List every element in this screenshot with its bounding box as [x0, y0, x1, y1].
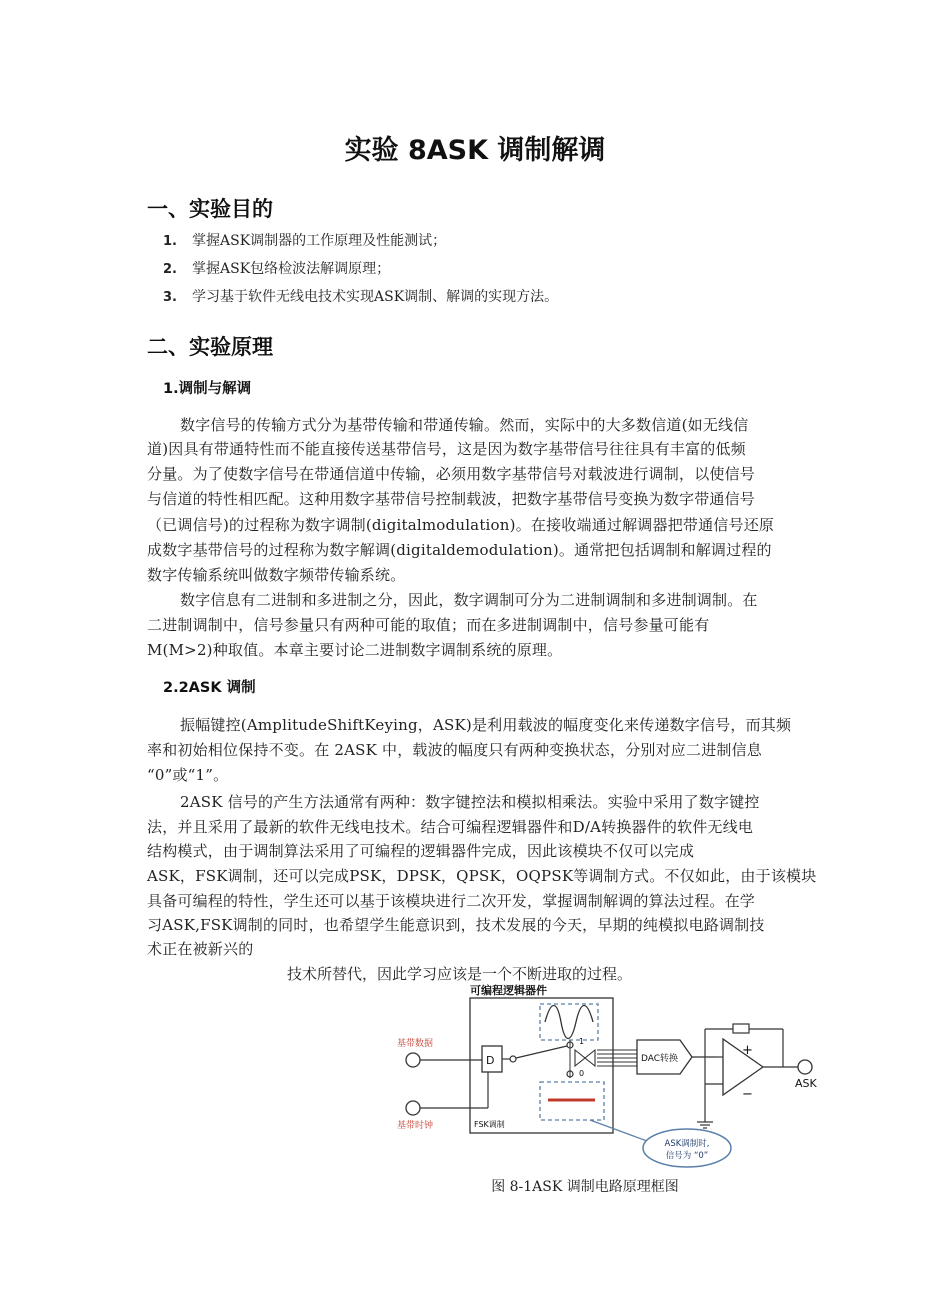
baseband-data-terminal: [406, 1053, 420, 1067]
logic-device-label: 可编程逻辑器件: [470, 984, 547, 997]
list-item: [163, 230, 446, 250]
paragraph-line: 技术所替代，因此学习应该是一个不断进取的过程。: [287, 965, 633, 983]
carrier-sine-wave: [545, 1006, 593, 1039]
list-number: 2.: [163, 262, 177, 277]
list-number: 3.: [163, 290, 177, 305]
paragraph-line: 结构模式，由于调制算法采用了可编程的逻辑器件完成，因此该模块不仅可以完成: [147, 842, 695, 860]
paragraph-line: “0”或“1”。: [147, 766, 229, 784]
list-text: 掌握ASK包络检波法解调原理；: [192, 261, 391, 277]
callout-line: [590, 1120, 647, 1141]
paragraph-line: 振幅键控(AmplitudeShiftKeying，ASK)是利用载波的幅度变化来传递数字信号，而其频: [180, 716, 792, 734]
ask-output-label: ASK: [795, 1077, 817, 1090]
list-text: 学习基于软件无线电技术实现ASK调制、解调的实现方法。: [192, 289, 559, 305]
list-item: [163, 286, 558, 306]
op-amp-plus: +: [742, 1043, 753, 1058]
callout-text-line2: 信号为 “0”: [665, 1151, 709, 1161]
switch-arm: [516, 1046, 567, 1058]
fsk-label: FSK调制: [474, 1120, 505, 1129]
baseband-clock-terminal: [406, 1101, 420, 1115]
section-heading-objectives: 一、实验目的: [147, 197, 273, 221]
section-heading-principles: 二、实验原理: [147, 335, 273, 359]
baseband-clock-label: 基带时钟: [397, 1121, 434, 1131]
ask-output-terminal: [798, 1060, 812, 1074]
paragraph-line: （已调信号)的过程称为数字调制(digitalmodulation)。在接收端通过解调器把带通信号还原: [147, 516, 775, 534]
paragraph-line: 与信道的特性相匹配。这种用数字基带信号控制载波，把数字基带信号变换为数字带通信号: [147, 490, 756, 508]
dac-label: DAC转换: [641, 1054, 679, 1064]
ask-circuit-diagram: [385, 984, 825, 1174]
paragraph-line: 具备可编程的特性，学生还可以基于该模块进行二次开发，掌握调制解调的算法过程。在学: [147, 892, 756, 910]
switch-node: [510, 1056, 516, 1062]
paragraph-line: 术正在被新兴的: [147, 940, 254, 958]
subsection-heading-modulation: 1.调制与解调: [163, 381, 252, 397]
paragraph-line: M(M>2)种取值。本章主要讨论二进制数字调制系统的原理。: [147, 641, 563, 659]
switch-triangle: [585, 1050, 595, 1066]
paragraph-line: 数字信号的传输方式分为基带传输和带通传输。然而，实际中的大多数信道(如无线信: [180, 416, 749, 434]
paragraph-line: 成数字基带信号的过程称为数字解调(digitaldemodulation)。通常把包括调制和解调过程的: [147, 541, 772, 559]
paragraph-line: 率和初始相位保持不变。在 2ASK 中，载波的幅度只有两种变换状态，分别对应二进制信息: [147, 741, 762, 759]
page-title: 实验 8ASK 调制解调: [344, 135, 606, 166]
paragraph-line: 2ASK 信号的产生方法通常有两种：数字键控法和模拟相乘法。实验中采用了数字键控: [180, 793, 760, 811]
list-text: 掌握ASK调制器的工作原理及性能测试；: [192, 233, 447, 249]
list-item: [163, 258, 390, 278]
contact-0-label: 0: [579, 1069, 585, 1078]
feedback-resistor: [733, 1024, 749, 1033]
paragraph-line: 数字信息有二进制和多进制之分，因此，数字调制可分为二进制调制和多进制调制。在: [180, 591, 758, 609]
baseband-data-label: 基带数据: [397, 1039, 434, 1049]
carrier-box: [540, 1004, 598, 1040]
paragraph-line: 分量。为了使数字信号在带通信道中传输，必须用数字基带信号对载波进行调制，以使信号: [147, 465, 756, 483]
list-number: 1.: [163, 234, 177, 249]
paragraph-line: 道)因具有带通特性而不能直接传送基带信号，这是因为数字基带信号往往具有丰富的低频: [147, 440, 746, 458]
paragraph-line: ASK，FSK调制，还可以完成PSK，DPSK，QPSK，OQPSK等调制方式。不仅如此，由于该模块: [147, 867, 817, 885]
d-label: D: [486, 1054, 495, 1067]
paragraph-line: 习ASK,FSK调制的同时，也希望学生能意识到，技术发展的今天，早期的纯模拟电路调制技: [147, 916, 765, 934]
contact-1-label: 1: [579, 1037, 585, 1046]
switch-triangle: [575, 1050, 585, 1066]
op-amp-minus: −: [742, 1087, 753, 1102]
paragraph-line: 二进制调制中，信号参量只有两种可能的取值；而在多进制调制中，信号参量可能有: [147, 616, 710, 634]
paragraph-line: 法，并且采用了最新的软件无线电技术。结合可编程逻辑器件和D/A转换器件的软件无线电: [147, 818, 754, 836]
callout-text-line1: ASK调制时,: [664, 1139, 710, 1149]
subsection-heading-2ask: 2.2ASK 调制: [163, 680, 256, 696]
paragraph-line: 数字传输系统叫做数字频带传输系统。: [147, 566, 406, 584]
figure-caption: 图 8-1ASK 调制电路原理框图: [491, 1179, 679, 1195]
